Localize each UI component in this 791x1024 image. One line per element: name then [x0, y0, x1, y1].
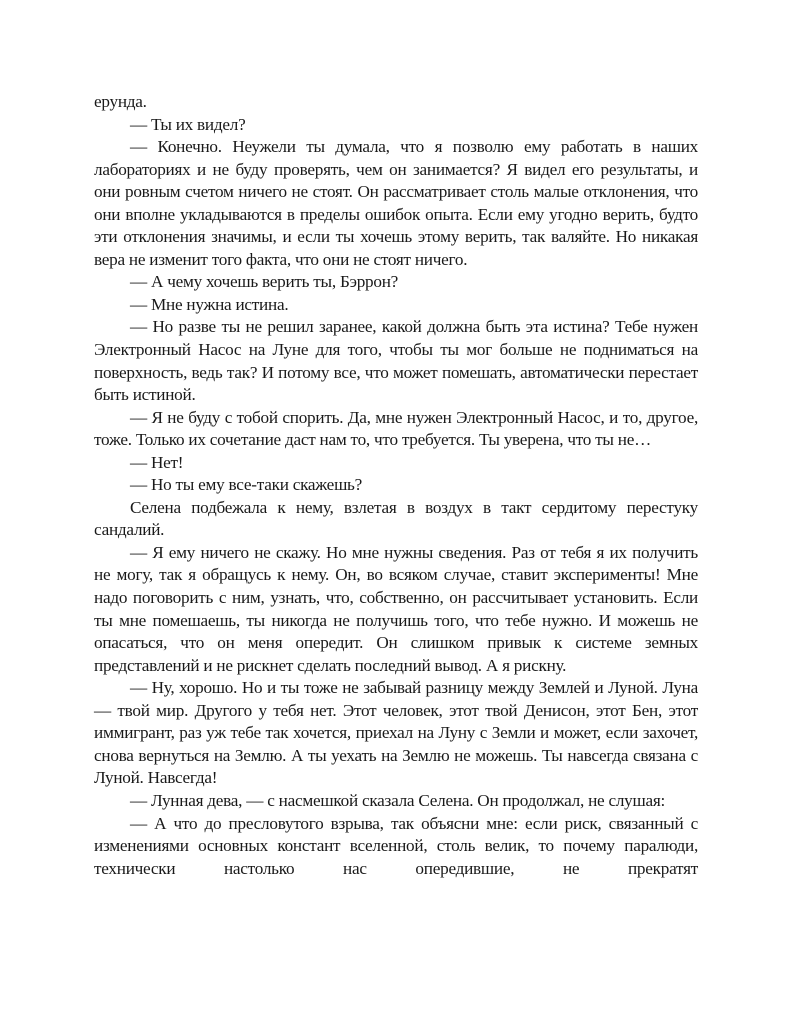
paragraph-13: — А что до пресловутого взрыва, так объясни мне: если риск, связанный с изменениями основных констант вселенной, столь велик, то почему паралюди, технически настолько нас опередившие, не прекратят: [94, 813, 698, 878]
paragraph-7: — Нет!: [130, 452, 184, 472]
paragraph-5: — Но разве ты не решил заранее, какой должна быть эта истина? Тебе нужен Электронный Насос на Луне для того, чтобы ты мог больше не подниматься на поверхность, ведь так? И потому все, что может помешать, автоматически перестает быть истиной.: [94, 317, 698, 405]
paragraph-3: — А чему хочешь верить ты, Бэррон?: [130, 272, 399, 292]
paragraph-6: — Я не буду с тобой спорить. Да, мне нужен Электронный Насос, и то, другое, тоже. Только их сочетание даст нам то, что требуется. Ты уверена, что ты не…: [94, 407, 698, 450]
paragraph-0: ерунда.: [94, 92, 147, 111]
paragraph-2: — Конечно. Неужели ты думала, что я позволю ему работать в наших лабораториях и не буду проверять, чем он занимается? Я видел его результаты, и они ровным счетом ничего не стоят. Он рассматривает столь малые отклонения, что они вполне укладываются в пределы ошибок опыта. Если ему угодно верить, будто эти отклонения значимы, и если ты хочешь этому верить, так валяйте. Но никакая вера не изменит того факта, что они не стоят ничего.: [94, 137, 698, 269]
document-page: [94, 91, 698, 880]
paragraph-8: — Но ты ему все-таки скажешь?: [130, 475, 363, 495]
paragraph-12: — Лунная дева, — с насмешкой сказала Селена. Он продолжал, не слушая:: [130, 790, 666, 810]
paragraph-10: — Я ему ничего не скажу. Но мне нужны сведения. Раз от тебя я их получить не могу, так я обращусь к нему. Он, во всяком случае, ставит эксперименты! Мне надо поговорить с ним, узнать, что, собственно, он рассчитывает установить. Если ты мне помешаешь, ты никогда не получишь того, что тебе нужно. И можешь не опасаться, что он меня опередит. Он слишком привык к системе земных представлений и не рискнет сделать последний вывод. А я рискну.: [94, 542, 698, 675]
paragraph-9: Селена подбежала к нему, взлетая в воздух в такт сердитому перестуку сандалий.: [94, 497, 698, 540]
paragraph-4: — Мне нужна истина.: [130, 294, 289, 314]
paragraph-1: — Ты их видел?: [130, 114, 246, 134]
paragraph-11: — Ну, хорошо. Но и ты тоже не забывай разницу между Землей и Луной. Луна — твой мир. Другого у тебя нет. Этот человек, этот твой Денисон, этот Бен, этот иммигрант, раз уж тебе так хочется, приехал на Луну с Земли и может, если захочет, снова вернуться на Землю. А ты уехать на Землю не можешь. Ты навсегда связана с Луной. Навсегда!: [94, 678, 698, 788]
